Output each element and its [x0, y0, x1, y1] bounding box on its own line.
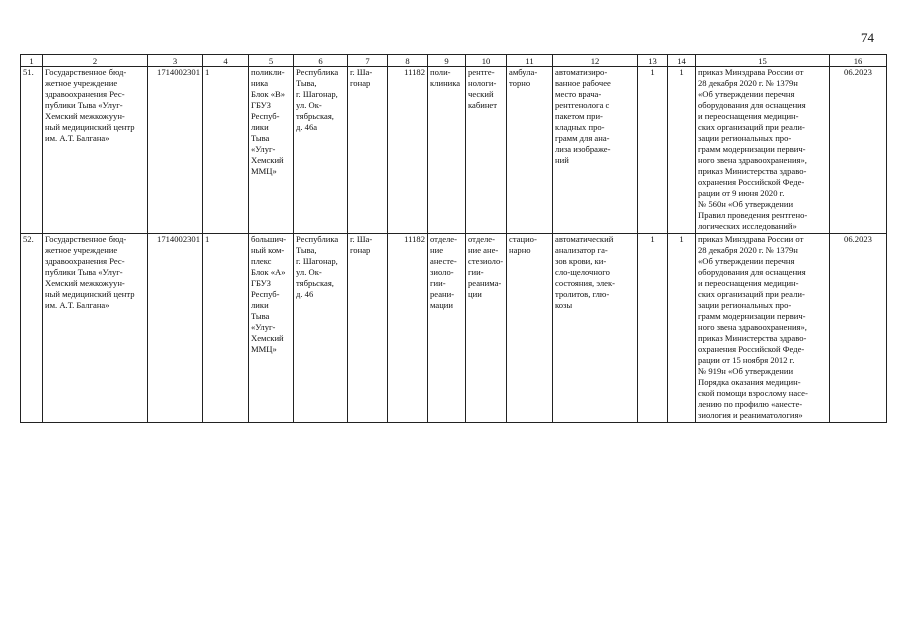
header-cell: 5	[249, 55, 294, 67]
header-cell: 6	[294, 55, 348, 67]
col4-cell: 1	[203, 67, 249, 234]
basis-cell: приказ Минздрава России от 28 декабря 2020 г. № 1379н «Об утверждении перечня оборудования для оснащения и переоснащения медицин- ских организаций при реали- зации региональных про- грамм модернизации первич- ного звена здравоохранения», приказ Министерства здраво- охранения Российской Феде- рации от 15 ноября 2012 г. № 919н «Об утверждении Порядка оказания медицин- ской помощи взрослому насе- лению по профилю «анесте- зиология и реаниматология»	[696, 234, 830, 423]
equipment-register-table	[20, 54, 887, 423]
date-cell: 06.2023	[830, 234, 887, 423]
col13-cell: 1	[638, 234, 668, 423]
subdivision-cell: поликли- ника Блок «В» ГБУЗ Респуб- лики Тыва «Улуг- Хемский ММЦ»	[249, 67, 294, 234]
col14-cell: 1	[668, 67, 696, 234]
col11-cell: стацио- нарно	[507, 234, 553, 423]
col8-cell: 11182	[388, 234, 428, 423]
header-cell: 15	[696, 55, 830, 67]
subdivision-cell: большич- ный ком- плекс Блок «А» ГБУЗ Респуб- лики Тыва «Улуг- Хемский ММЦ»	[249, 234, 294, 423]
date-cell: 06.2023	[830, 67, 887, 234]
col9-cell: отделе- ние анесте- зиоло- гии- реани- мации	[428, 234, 466, 423]
header-cell: 2	[43, 55, 148, 67]
header-cell: 14	[668, 55, 696, 67]
organization-cell: Государственное бюд- жетное учреждение здравоохранения Рес- публики Тыва «Улуг- Хемский межкожуун- ный медицинский центр им. А.Т. Балгана»	[43, 67, 148, 234]
col11-cell: амбула- торно	[507, 67, 553, 234]
equipment-cell: автоматизиро- ванное рабочее место врача- рентгенолога с пакетом при- кладных про- грамм для ана- лиза изображе- ний	[553, 67, 638, 234]
table-row	[21, 234, 887, 423]
header-cell: 9	[428, 55, 466, 67]
header-cell: 16	[830, 55, 887, 67]
col14-cell: 1	[668, 234, 696, 423]
header-cell: 3	[148, 55, 203, 67]
header-cell: 7	[348, 55, 388, 67]
header-cell: 11	[507, 55, 553, 67]
address-cell: Республика Тыва, г. Шагонар, ул. Ок- тябрьская, д. 46а	[294, 67, 348, 234]
col8-cell: 11182	[388, 67, 428, 234]
city-cell: г. Ша- гонар	[348, 234, 388, 423]
col13-cell: 1	[638, 67, 668, 234]
col4-cell: 1	[203, 234, 249, 423]
col10-cell: рентге- нологи- ческий кабинет	[466, 67, 507, 234]
row-number: 51.	[21, 67, 43, 234]
header-cell: 10	[466, 55, 507, 67]
table-header-row	[21, 55, 887, 67]
page-number: 74	[861, 30, 874, 45]
header-cell: 4	[203, 55, 249, 67]
header-cell: 8	[388, 55, 428, 67]
organization-cell: Государственное бюд- жетное учреждение здравоохранения Рес- публики Тыва «Улуг- Хемский межкожуун- ный медицинский центр им. А.Т. Балгана»	[43, 234, 148, 423]
table-row	[21, 67, 887, 234]
city-cell: г. Ша- гонар	[348, 67, 388, 234]
header-cell: 1	[21, 55, 43, 67]
code-cell: 1714002301	[148, 67, 203, 234]
row-number: 52.	[21, 234, 43, 423]
equipment-cell: автоматический анализатор га- зов крови, ки- сло-щелочного состояния, элек- тролитов, глю- козы	[553, 234, 638, 423]
header-cell: 13	[638, 55, 668, 67]
basis-cell: приказ Минздрава России от 28 декабря 2020 г. № 1379н «Об утверждении перечня оборудования для оснащения и переоснащения медицин- ских организаций при реали- зации региональных про- грамм модернизации первич- ного звена здравоохранения», приказ Министерства здраво- охранения Российской Феде- рации от 9 июня 2020 г. № 560н «Об утверждении Правил проведения рентгено- логических исследований»	[696, 67, 830, 234]
code-cell: 1714002301	[148, 234, 203, 423]
header-cell: 12	[553, 55, 638, 67]
address-cell: Республика Тыва, г. Шагонар, ул. Ок- тябрьская, д. 46	[294, 234, 348, 423]
col10-cell: отделе- ние ане- стезиоло- гии- реанима- ции	[466, 234, 507, 423]
col9-cell: поли- клиника	[428, 67, 466, 234]
